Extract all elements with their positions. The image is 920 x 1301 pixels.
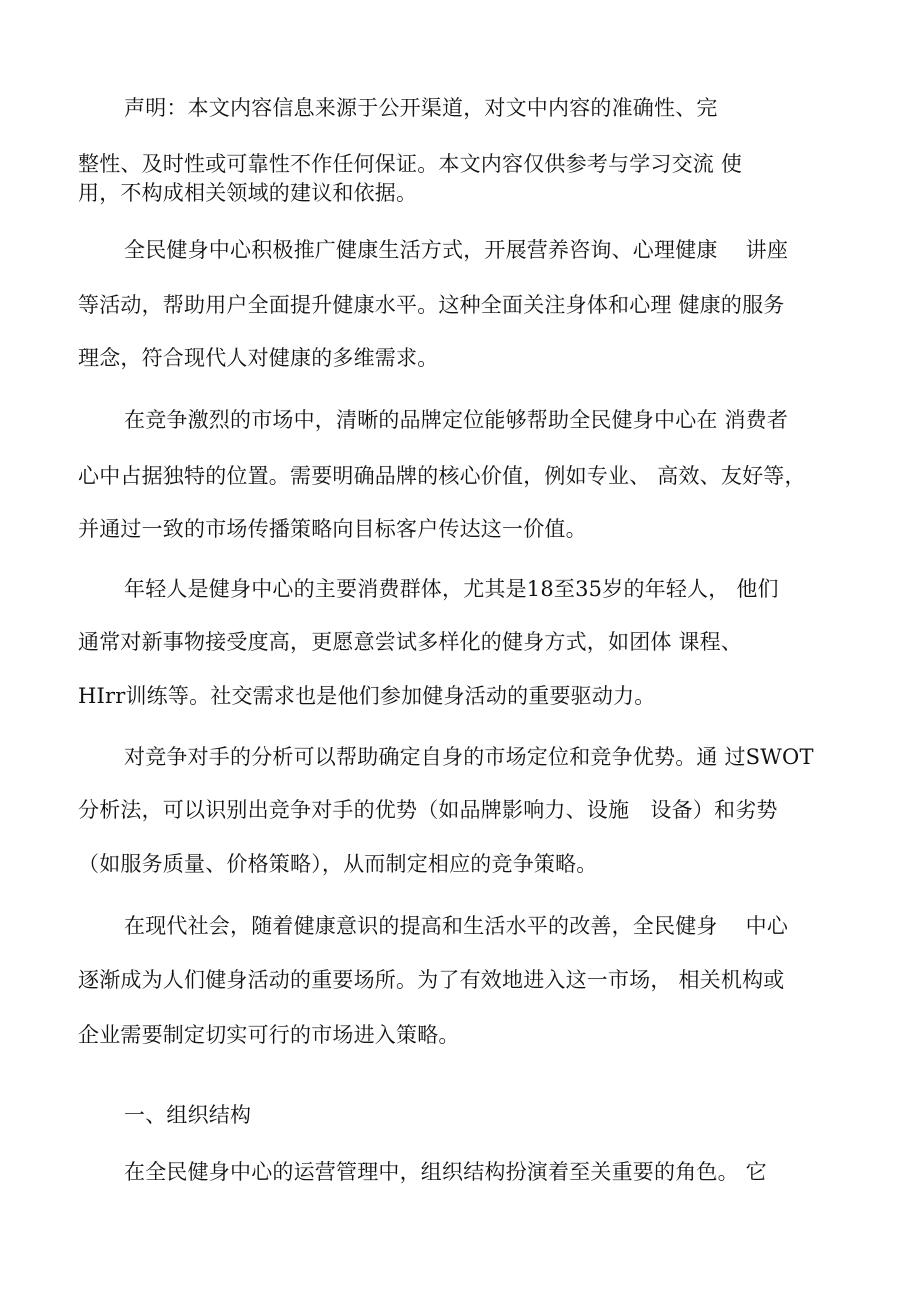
disclaimer-line-1: 声明：本文内容信息来源于公开渠道，对文中内容的准确性、完 [124,96,718,120]
paragraph-1-line-1: 全民健身中心积极推广健康生活方式，开展营养咨询、心理健康 讲座 [124,238,789,262]
section-heading: 一、组织结构 [124,1103,252,1127]
paragraph-5-line-3: 企业需要制定切实可行的市场进入策略。 [78,1023,460,1047]
paragraph-1-line-3: 理念，符合现代人对健康的多维需求。 [78,346,439,370]
paragraph-2-line-2: 心中占据独特的位置。需要明确品牌的核心价值，例如专业、 高效、友好等， [78,464,806,488]
paragraph-3-line-2: 通常对新事物接受度高，更愿意尝试多样化的健身方式，如团体 课程、 [78,630,743,654]
paragraph-2-line-1: 在竞争激烈的市场中，清晰的品牌定位能够帮助全民健身中心在 消费者 [124,408,789,432]
paragraph-1-line-2: 等活动，帮助用户全面提升健康水平。这种全面关注身体和心理 健康的服务 [78,293,785,317]
disclaimer-line-3: 用，不构成相关领域的建议和依据。 [78,181,418,205]
paragraph-3-line-1: 年轻人是健身中心的主要消费群体，尤其是18至35岁的年轻人， 他们 [124,577,779,601]
paragraph-2-line-3: 并通过一致的市场传播策略向目标客户传达这一价值。 [78,517,587,541]
paragraph-3-line-3: HIrr训练等。社交需求也是他们参加健身活动的重要驱动力。 [78,684,656,708]
paragraph-4-line-3: （如服务质量、价格策略），从而制定相应的竞争策略。 [78,852,598,876]
paragraph-5-line-2: 逐渐成为人们健身活动的重要场所。为了有效地进入这一市场， 相关机构或 [78,968,785,992]
paragraph-4-line-2: 分析法，可以识别出竞争对手的优势（如品牌影响力、设施 设备）和劣势 [78,798,778,822]
section-paragraph-line-1: 在全民健身中心的运营管理中，组织结构扮演着至关重要的角色。 它 [124,1160,767,1184]
paragraph-5-line-1: 在现代社会，随着健康意识的提高和生活水平的改善，全民健身 中心 [124,914,789,938]
disclaimer-line-2: 整性、及时性或可靠性不作任何保证。本文内容仅供参考与学习交流 使 [78,152,743,176]
paragraph-4-line-1: 对竞争对手的分析可以帮助确定自身的市场定位和竞争优势。通 过SWOT [124,745,814,769]
